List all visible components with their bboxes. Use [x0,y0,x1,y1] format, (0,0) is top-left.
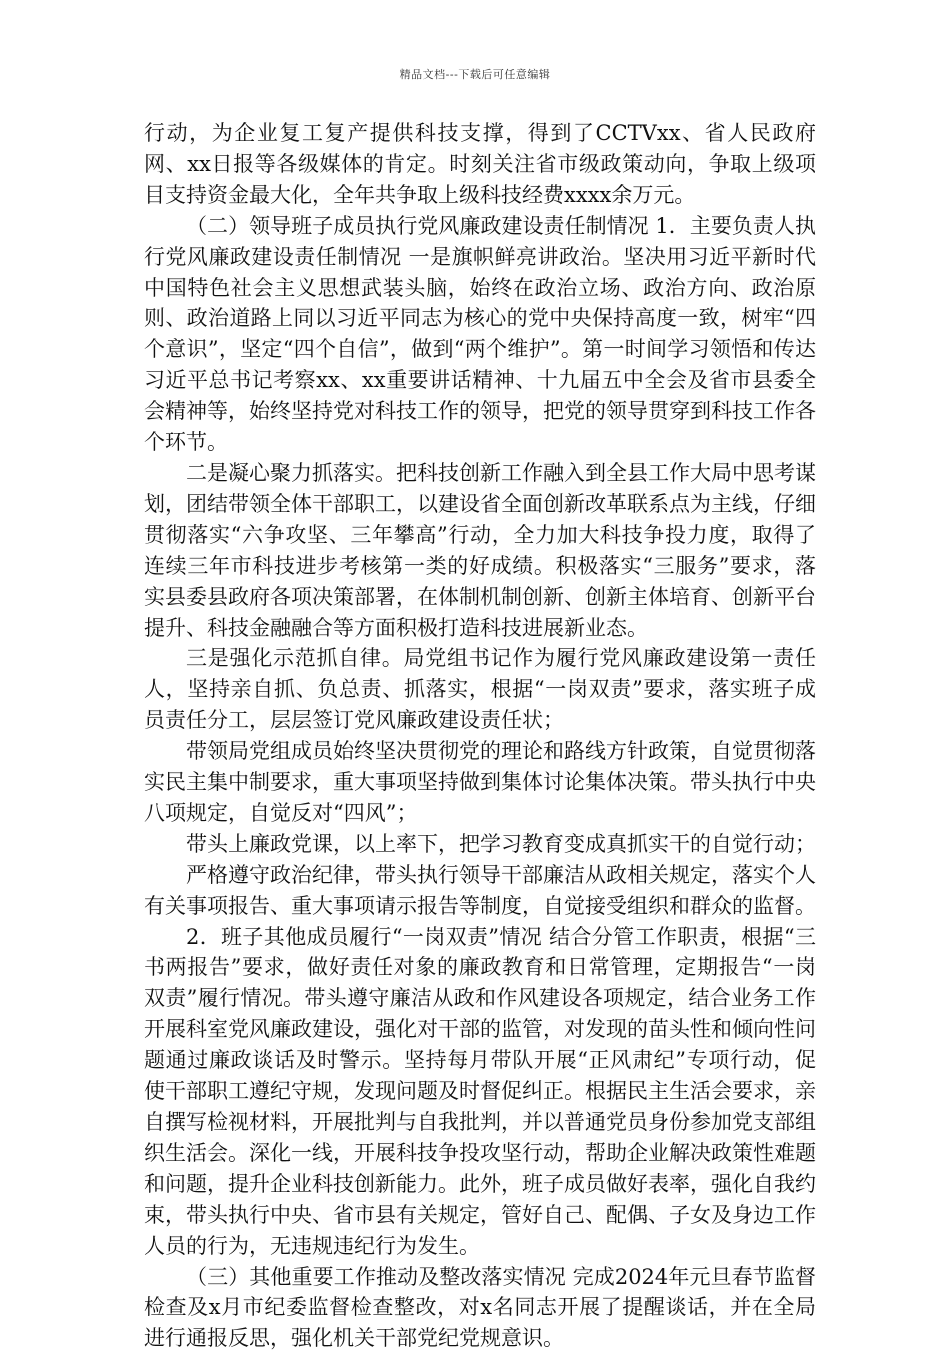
paragraph-lead-party-group: 带领局党组成员始终坚决贯彻党的理论和路线方针政策，自觉贯彻落实民主集中制要求，重大事项坚持做到集体讨论集体决策。带头执行中央八项规定，自觉反对“四风”； [144,739,816,825]
paragraph-section-two-heading: （二）领导班子成员执行党风廉政建设责任制情况 1．主要负责人执行党风廉政建设责任制情况 一是旗帜鲜亮讲政治。坚决用习近平新时代中国特色社会主义思想武装头脑，始终在政治立场、政治方向、政治原则、政治道路上同以习近平同志为核心的党中央保持高度一致，树牢“四个意识”，坚定“四个自信”，做到“两个维护”。第一时间学习领悟和传达习近平总书记考察xx、xx重要讲话精神、十九届五中全会及省市县委全会精神等，始终坚持党对科技工作的领导，把党的领导贯穿到科技工作各个环节。 [144,213,816,455]
document-body [144,118,816,1354]
paragraph-other-members: 2．班子其他成员履行“一岗双责”情况 结合分管工作职责，根据“三书两报告”要求，做好责任对象的廉政教育和日常管理，定期报告“一岗双责”履行情况。带头遵守廉洁从政和作风建设各项规定，结合业务工作开展科室党风廉政建设，强化对干部的监管，对发现的苗头性和倾向性问题通过廉政谈话及时警示。坚持每月带队开展“正风肃纪”专项行动，促使干部职工遵纪守规，发现问题及时督促纠正。根据民主生活会要求，亲自撰写检视材料，开展批判与自我批判，并以普通党员身份参加党支部组织生活会。深化一线，开展科技争投攻坚行动，帮助企业解决政策性难题和问题，提升企业科技创新能力。此外，班子成员做好表率，强化自我约束，带头执行中央、省市县有关规定，管好自己、配偶、子女及身边工作人员的行为，无违规违纪行为发生。 [144,924,816,1258]
paragraph-point-two: 二是凝心聚力抓落实。把科技创新工作融入到全县工作大局中思考谋划，团结带领全体干部职工，以建设省全面创新改革联系点为主线，仔细贯彻落实“六争攻坚、三年攀高”行动，全力加大科技争投力度，取得了连续三年市科技进步考核第一类的好成绩。积极落实“三服务”要求，落实县委县政府各项决策部署，在体制机制创新、创新主体培育、创新平台提升、科技金融融合等方面积极打造科技进展新业态。 [144,460,816,640]
paragraph-point-three: 三是强化示范抓自律。局党组书记作为履行党风廉政建设第一责任人，坚持亲自抓、负总责、抓落实，根据“一岗双责”要求，落实班子成员责任分工，层层签订党风廉政建设责任状； [144,646,816,733]
paragraph-continuation: 行动，为企业复工复产提供科技支撑，得到了CCTVxx、省人民政府网、xx日报等各级媒体的肯定。时刻关注省市级政策动向，争取上级项目支持资金最大化，全年共争取上级科技经费xxxx余万元。 [144,121,816,207]
paragraph-political-discipline: 严格遵守政治纪律，带头执行领导干部廉洁从政相关规定，落实个人有关事项报告、重大事项请示报告等制度，自觉接受组织和群众的监督。 [144,862,816,918]
paragraph-section-three: （三）其他重要工作推动及整改落实情况 完成2024年元旦春节监督检查及x月市纪委监督检查整改，对x名同志开展了提醒谈话，并在全局进行通报反思，强化机关干部党纪党规意识。 [144,1264,816,1351]
paragraph-integrity-lecture: 带头上廉政党课，以上率下，把学习教育变成真抓实干的自觉行动； [186,831,816,856]
header-note: 精品文档---下载后可任意编辑 [399,68,551,81]
